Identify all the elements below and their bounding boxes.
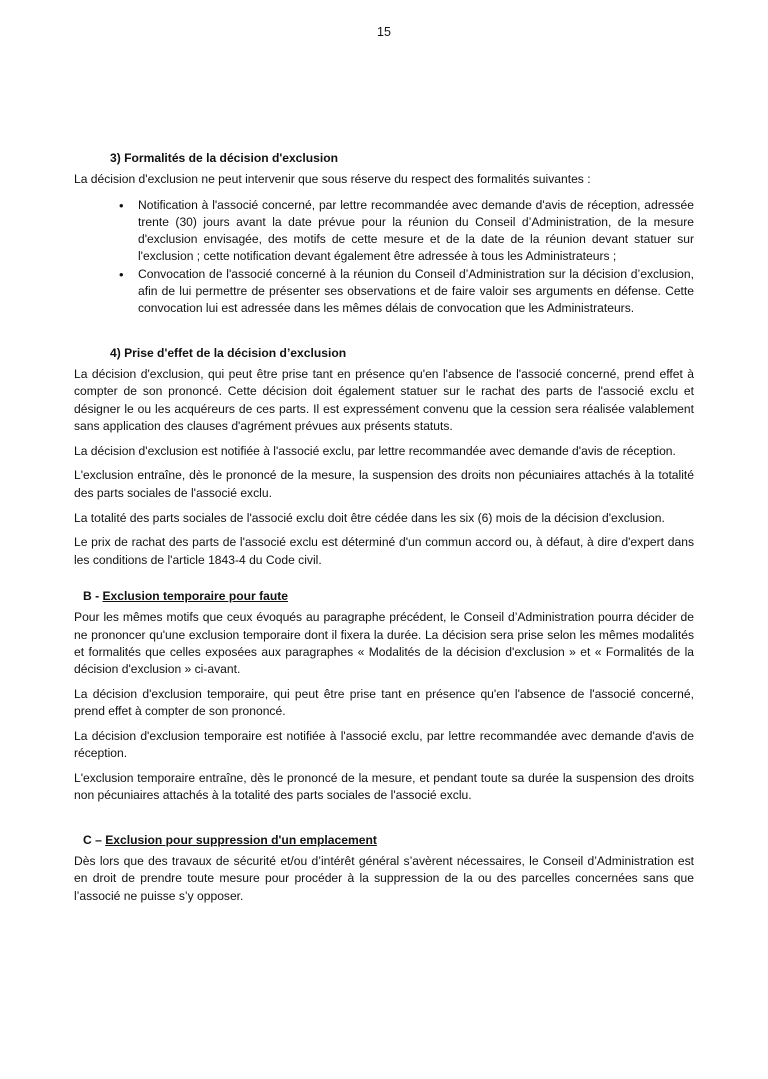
paragraph: La totalité des parts sociales de l'associé exclu doit être cédée dans les six (6) mois de la décision d'exclusion. [74, 510, 665, 525]
paragraph: La décision d'exclusion, qui peut être prise tant en présence qu'en l'absence de l'associé concerné, prend effet à compter de son prononcé. Cette décision doit également statuer sur le rachat des parts de l'associé exclu et désigner le ou les acquéreurs de ces parts. Il est expressément convenu que la cession sera réalisée valablement sans application des clauses d'agrément prévues aux présents statuts. [74, 366, 694, 433]
paragraph: La décision d'exclusion est notifiée à l'associé exclu, par lettre recommandée avec demande d'avis de réception. [74, 443, 676, 458]
paragraph: Le prix de rachat des parts de l'associé exclu est déterminé d'un commun accord ou, à défaut, à dire d'expert dans les conditions de l'article 1843-4 du Code civil. [74, 535, 694, 567]
list-item: • Notification à l'associé concerné, par lettre recommandée avec demande d'avis de réception, adressée trente (30) jours avant la date prévue pour la réunion du Conseil d’Administration, de la mesure d'exclusion envisagée, des motifs de cette mesure et de la date de la réunion devant statuer sur l'exclusion ; cette notification devant également être adressée à tous les Administrateurs ; [138, 197, 694, 266]
section-c-heading [74, 832, 694, 849]
section-b-prefix: B - [83, 588, 103, 603]
section-b-title: Exclusion temporaire pour faute [102, 588, 288, 603]
section-3-heading: 3) Formalités de la décision d'exclusion [110, 151, 339, 165]
list-item: • Convocation de l'associé concerné à la réunion du Conseil d’Administration sur la décision d’exclusion, afin de lui permettre de présenter ses observations et de faire valoir ses arguments en défense. Cette convocation lui est adressée dans les mêmes délais de convocation que les Administrateurs. [138, 266, 694, 318]
paragraph: Dès lors que des travaux de sécurité et/ou d’intérêt général s’avèrent nécessaires, le Conseil d’Administration est en droit de prendre toute mesure pour procéder à la suppression de la ou des parcelles concernées sans que l’associé ne puisse s’y opposer. [74, 854, 694, 903]
paragraph: La décision d'exclusion temporaire est notifiée à l'associé exclu, par lettre recommandée avec demande d'avis de réception. [74, 729, 694, 761]
section-b-heading [74, 588, 694, 605]
page-content [74, 150, 694, 905]
section-4-heading: 4) Prise d'effet de la décision d’exclusion [110, 345, 347, 360]
section-c-title: Exclusion pour suppression d'un emplacement [105, 832, 377, 847]
section-c-prefix: C – [83, 832, 106, 847]
page-number: 15 [377, 25, 391, 39]
paragraph: Pour les mêmes motifs que ceux évoqués au paragraphe précédent, le Conseil d’Administration pourra décider de ne prononcer qu'une exclusion temporaire dont il fixera la durée. La décision sera prise selon les mêmes modalités et formalités que celles exposées aux paragraphes « Modalités de la décision d'exclusion » et « Formalités de la décision d'exclusion » ci-avant. [74, 610, 694, 677]
section-3-intro: La décision d'exclusion ne peut intervenir que sous réserve du respect des formalités suivantes : [74, 172, 591, 187]
paragraph: L'exclusion temporaire entraîne, dès le prononcé de la mesure, et pendant toute sa durée la suspension des droits non pécuniaires attachés à la totalité des parts sociales de l'associé exclu. [74, 771, 694, 803]
paragraph: La décision d'exclusion temporaire, qui peut être prise tant en présence qu'en l'absence de l'associé concerné, prend effet à compter de son prononcé. [74, 686, 694, 719]
paragraph: L'exclusion entraîne, dès le prononcé de la mesure, la suspension des droits non pécuniaires attachés à la totalité des parts sociales de l'associé exclu. [74, 468, 694, 500]
formalities-list [74, 197, 694, 318]
